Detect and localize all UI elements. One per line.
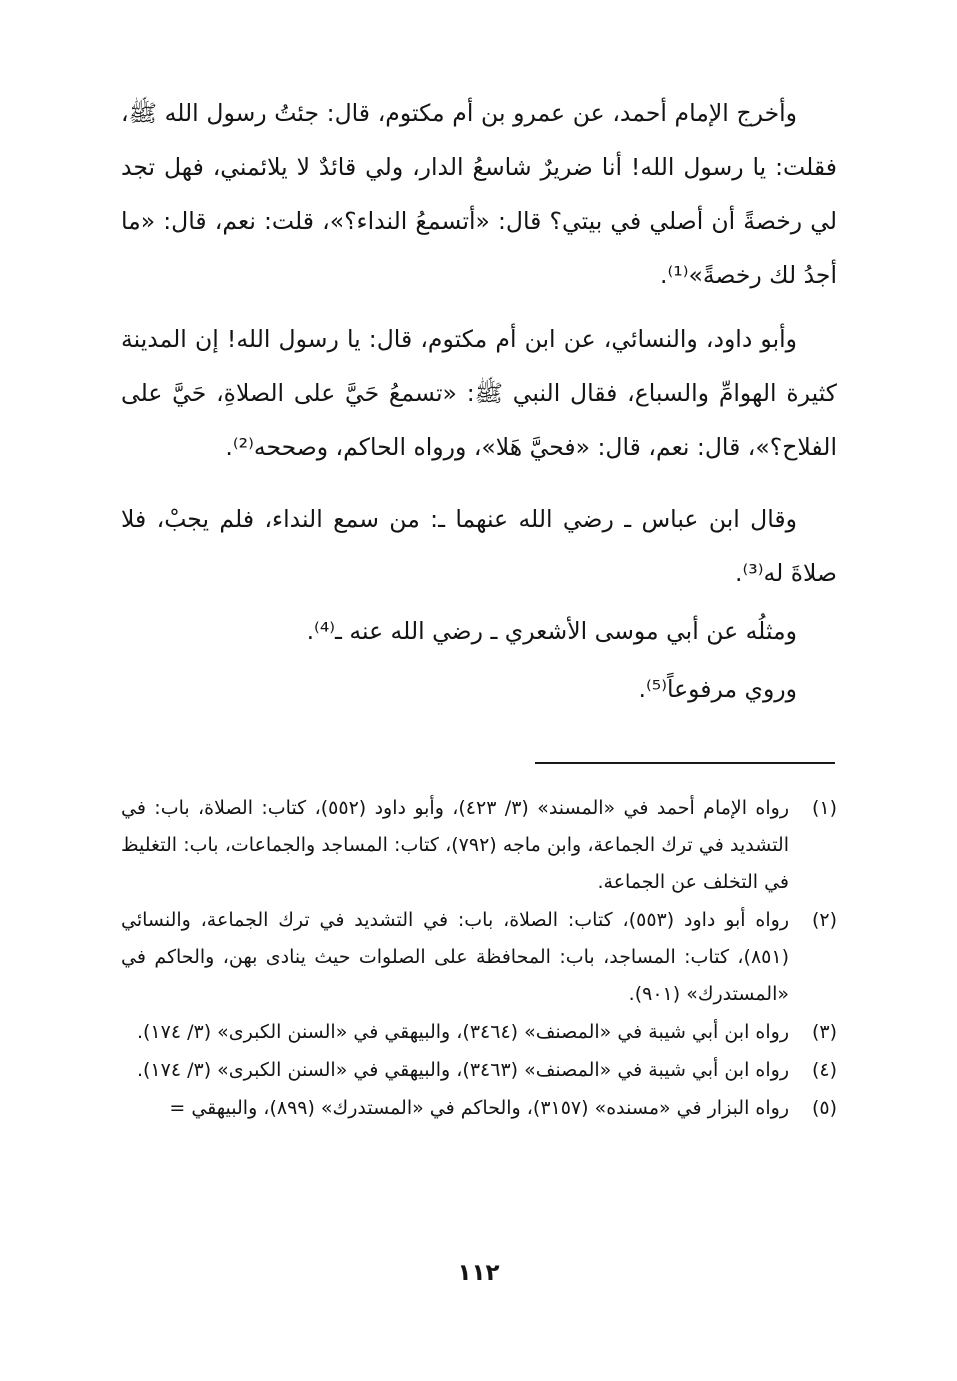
footnote-number: (٢)	[811, 909, 837, 931]
footnote-item	[121, 1052, 837, 1089]
footnote-number: (٥)	[811, 1097, 837, 1119]
main-text-body	[121, 86, 837, 716]
footnote-text: رواه أبو داود (٥٥٣)، كتاب: الصلاة، باب: في التشديد في ترك الجماعة، والنسائي (٨٥١)، كتاب: المساجد، باب: المحافظة على الصلوات حيث ينادى بهن، والحاكم في «المستدرك» (٩٠١).	[121, 909, 789, 1005]
footnote-item	[121, 902, 837, 1013]
footnote-item	[121, 790, 837, 901]
page-number: ١١٢	[457, 1260, 500, 1286]
paragraph-abu-musa-saying: ومثلُه عن أبي موسى الأشعري ـ رضي الله عنه ـ⁽⁴⁾.	[306, 617, 797, 645]
footnote-text: رواه البزار في «مسنده» (٣١٥٧)، والحاكم في «المستدرك» (٨٩٩)، والبيهقي =	[169, 1097, 789, 1119]
footnote-text: رواه ابن أبي شيبة في «المصنف» (٣٤٦٣)، والبيهقي في «السنن الكبرى» (٣/ ١٧٤).	[136, 1059, 789, 1081]
footnote-text: رواه الإمام أحمد في «المسند» (٣/ ٤٢٣)، وأبو داود (٥٥٢)، كتاب: الصلاة، باب: في التشديد في ترك الجماعة، وابن ماجه (٧٩٢)، كتاب: المساجد والجماعات، باب: التغليظ في التخلف عن الجماعة.	[121, 797, 789, 893]
footnote-number: (٣)	[811, 1021, 837, 1043]
footnote-number: (٤)	[811, 1059, 837, 1081]
footnotes-section	[121, 790, 837, 1128]
paragraph-ibn-abbas-saying: وقال ابن عباس ـ رضي الله عنهما ـ: من سمع النداء، فلم يجبْ، فلا صلاةَ له⁽³⁾.	[121, 505, 837, 587]
footnote-text: رواه ابن أبي شيبة في «المصنف» (٣٤٦٤)، والبيهقي في «السنن الكبرى» (٣/ ١٧٤).	[136, 1021, 789, 1043]
paragraph-abu-dawud-narration: وأبو داود، والنسائي، عن ابن أم مكتوم، قال: يا رسول الله! إن المدينة كثيرة الهوامِّ والسباع، فقال النبي ﷺ: «تسمعُ حَيَّ على الصلاةِ، حَيَّ على الفلاح؟»، قال: نعم، قال: «فحيَّ هَلا»، ورواه الحاكم، وصححه⁽²⁾.	[121, 325, 837, 461]
footnote-item	[121, 1014, 837, 1051]
footnote-item	[121, 1090, 837, 1127]
paragraph-marfu-note: وروي مرفوعاً⁽⁵⁾.	[638, 675, 797, 703]
footnote-number: (١)	[811, 797, 837, 819]
paragraph-ahmad-narration: وأخرج الإمام أحمد، عن عمرو بن أم مكتوم، قال: جئتُ رسول الله ﷺ، فقلت: يا رسول الله! أنا ضريرٌ شاسعُ الدار، ولي قائدٌ لا يلائمني، فهل تجد لي رخصةً أن أصلي في بيتي؟ قال: «أتسمعُ النداء؟»، قلت: نعم، قال: «ما أجدُ لك رخصةً»⁽¹⁾.	[121, 99, 837, 289]
footnote-divider	[535, 762, 835, 764]
